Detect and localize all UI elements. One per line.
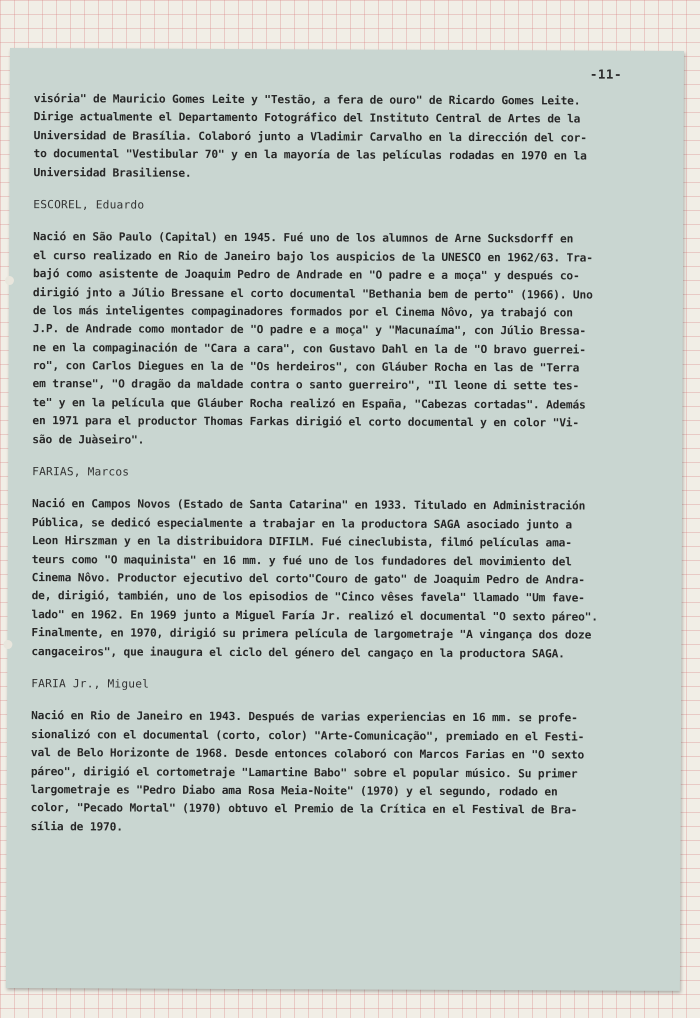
text-line: largometraje es "Pedro Diabo ama Rosa Meia-Noite" (1970) y el segundo, rodado en [30,782,558,799]
text-line: Leon Hirszman y en la distribuidora DIFILM. Fué cineclubista, filmó películas ama- [31,534,572,550]
page-body [31,90,674,839]
text-line: teurs como "O maquinista" en 16 mm. y fué uno de los fundadores del movimiento del [31,552,572,569]
text-line: Nació en Rio de Janeiro en 1943. Después de varias experiencias en 16 mm. se profe- [31,709,578,725]
text-line: Nació en São Paulo (Capital) en 1945. Fué uno de los alumnos de Arne Sucksdorff en [33,230,574,246]
entry-farias [31,463,672,664]
text-line: visória" de Mauricio Gomes Leite y "Testão, a fera de ouro" de Ricardo Gomes Leite. [33,92,581,108]
text-line: em transe", "O dragão da maldade contra o santo guerreiro", "Il leone di sette tes- [32,377,580,393]
text-line: Nació en Campos Novos (Estado de Santa Catarina" en 1933. Titulado en Administración [31,497,586,513]
text-line: sionalizó con el documental (corto, color) "Arte-Comunicação", premiado en el Festi- [30,727,585,744]
punch-hole-icon [3,640,12,649]
text-line: color, "Pecado Mortal" (1970) obtuvo el Premio de la Crítica en el Festival de Bra- [30,801,578,817]
text-line: cangaceiros", que inaugura el ciclo del género del cangaço en la productora SAGA. [31,644,565,660]
entry-heading: ESCOREL, Eduardo [33,198,145,212]
text-line: bajó como asistente de Joaquim Pedro de Andrade en "O padre e a moça" y después co- [32,267,580,283]
text-line: el curso realizado en Rio de Janeiro bajo los auspicios de la UNESCO en 1962/63. Tra- [33,248,593,265]
text-line: páreo", dirigió el cortometraje "Lamartine Babo" sobre el popular músico. Su primer [30,764,578,780]
text-line: val de Belo Horizonte de 1968. Desde entonces colaboró con Marcos Farias en "O sexto [30,746,585,762]
text-line: são de Juàseiro". [32,432,145,447]
text-line: en 1971 para el productor Thomas Farkas dirigió el corto documental y en color "Vi- [32,414,579,430]
entry-heading: FARIAS, Marcos [32,465,130,479]
text-line: sília de 1970. [30,819,123,834]
page-number: -11- [589,66,623,82]
text-line: Universidad Brasiliense. [33,165,192,180]
typed-page [6,48,684,991]
text-line: dirigió jnto a Júlio Bressane el corto documental "Bethania bem de perto" (1966). Uno [32,285,593,302]
entry-faria-jr [31,675,672,839]
text-line: Pública, se dedicó especialmente a trabajar en la productora SAGA asociado junto a [31,515,572,532]
text-line: ne en la compaginación de "Cara a cara", con Gustavo Dahl en la de "O bravo guerrei- [32,340,586,357]
entry-escorel [32,196,673,452]
text-line: Universidad de Brasília. Colaboró junto a Vladimir Carvalho en la dirección del cor- [33,128,587,145]
text-line: lado" en 1962. En 1969 junto a Miguel Faría Jr. realizó el documental "O sexto páreo". [31,607,598,624]
text-line: Dirige actualmente el Departamento Fotográfico del Instituto Central de Artes de la [33,110,581,126]
entry-heading: FARIA Jr., Miguel [31,677,150,691]
text-line: de, dirigió, también, uno de los episodios de "Cinco vêses favela" llamado "Um fave- [31,589,585,605]
text-line: ro", con Carlos Diegues en la de "Os herdeiros", con Gláuber Rocha en las de "Terra [32,359,580,375]
text-line: to documental "Vestibular 70" y en la mayoría de las películas rodadas en 1970 en la [33,147,587,163]
intro-paragraph [33,90,673,185]
text-line: te" y en la película que Gláuber Rocha realizó en España, "Cabezas cortadas". Además [32,395,586,412]
text-line: Finalmente, en 1970, dirigió su primera película de largometraje "A vingança dos doze [31,626,592,642]
text-line: Cinema Nôvo. Productor ejecutivo del corto"Couro de gato" de Joaquim Pedro de Andra- [31,571,585,587]
text-line: de los más inteligentes compaginadores formados por el Cinema Nôvo, ya trabajó con [32,304,573,320]
text-line: J.P. de Andrade como montador de "O padre e a moça" y "Macunaíma", con Júlio Bressa- [32,322,586,338]
punch-hole-icon [5,276,14,285]
